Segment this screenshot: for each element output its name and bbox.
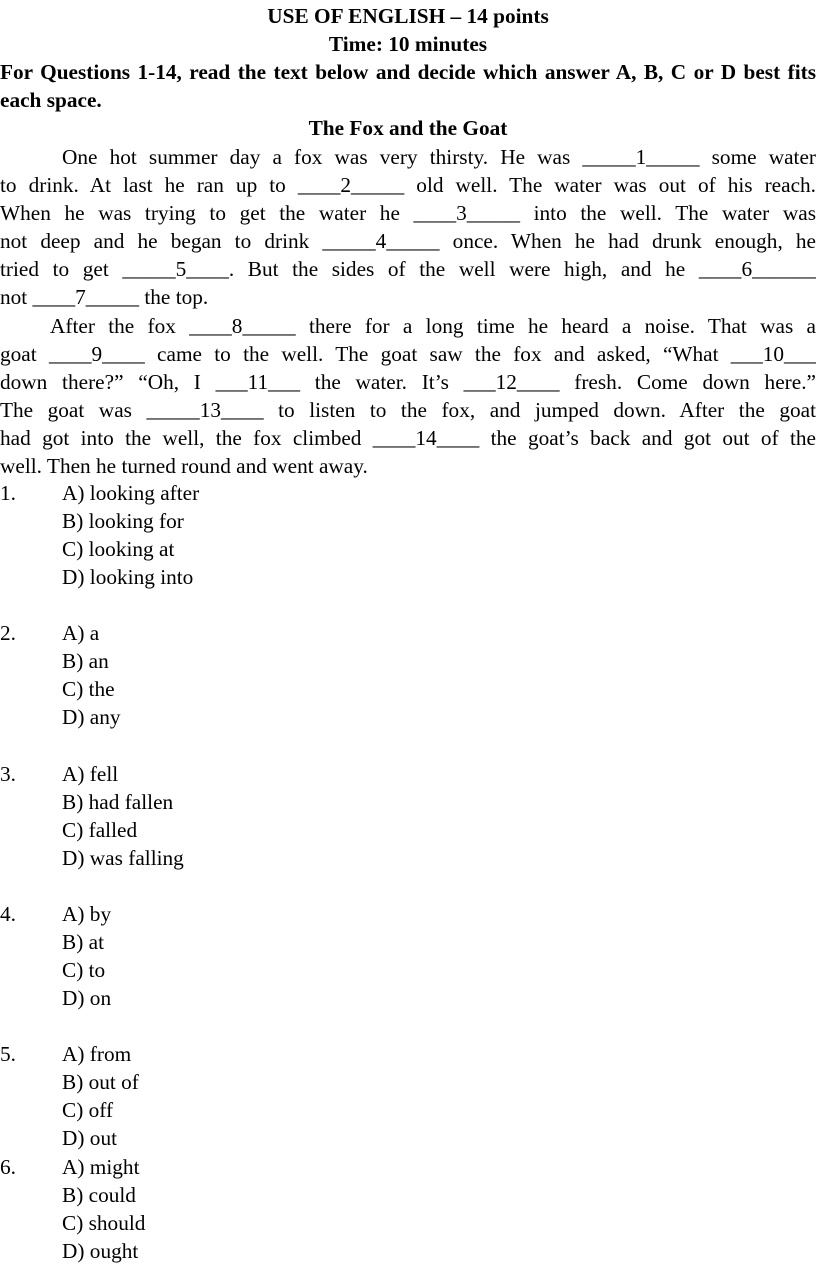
answer-blank: _____4_____ [322, 229, 440, 254]
story-line [0, 368, 816, 396]
answer-blank: ___10___ [730, 341, 816, 366]
story-fragment: down there?” “Oh, I [0, 369, 216, 394]
story-line [0, 227, 816, 255]
story-fragment: to listen to the fox, and jumped down. After the goat [263, 397, 816, 422]
question-number: 5. [0, 1042, 16, 1066]
answer-option: D) looking into [62, 565, 194, 590]
answer-blank: ____8_____ [189, 313, 296, 338]
answer-option: C) should [62, 1211, 146, 1236]
answer-option: B) out of [62, 1070, 139, 1095]
story-line [0, 340, 816, 368]
story-fragment: old well. The water was out of his reach. [404, 173, 816, 198]
answer-option: A) might [62, 1155, 140, 1179]
story-fragment: into the well. The water was [520, 201, 816, 226]
story-fragment: The goat was [0, 397, 147, 422]
story-fragment: to drink. At last he ran up to [0, 173, 298, 198]
story-line [0, 312, 816, 340]
answer-blank: ____7_____ [32, 285, 140, 310]
story-line [0, 424, 816, 452]
answer-option: D) was falling [62, 846, 184, 871]
story-text [0, 143, 816, 480]
answer-option: B) could [62, 1183, 136, 1208]
story-fragment: not [0, 285, 33, 310]
story-fragment: After the fox [50, 313, 190, 338]
answer-blank: ____2_____ [297, 173, 405, 198]
time-limit: Time: 10 minutes [328, 32, 488, 57]
story-fragment: fresh. Come down here.” [559, 369, 816, 394]
section-title: USE OF ENGLISH – 14 points [267, 4, 549, 28]
story-fragment: tried to get [0, 257, 123, 282]
story-fragment: well. Then he turned round and went away. [0, 454, 368, 479]
answer-blank: ___11___ [215, 369, 301, 394]
answer-blank: ____9____ [48, 341, 145, 366]
answer-option: D) any [62, 705, 121, 730]
story-fragment: had got into the well, the fox climbed [0, 425, 373, 450]
answer-option: B) at [62, 930, 104, 955]
answer-option: D) ought [62, 1239, 139, 1264]
story-fragment: not deep and he began to drink [0, 229, 323, 254]
answer-option: C) falled [62, 818, 138, 843]
question-number: 3. [0, 762, 16, 786]
story-fragment: once. When he had drunk enough, he [439, 229, 816, 254]
header [0, 2, 816, 142]
story-fragment: some water [699, 145, 816, 169]
story-fragment: there for a long time he heard a noise. That was a [295, 313, 816, 338]
story-fragment: When he was trying to get the water he [0, 201, 414, 226]
story-fragment: the water. It’s [300, 369, 464, 394]
answer-option: C) looking at [62, 537, 175, 562]
story-line [0, 199, 816, 227]
answer-option: C) off [62, 1098, 114, 1123]
answer-blank: _____1_____ [582, 145, 700, 169]
question-number: 6. [0, 1155, 16, 1179]
story-fragment: . But the sides of the well were high, and he [228, 257, 699, 282]
story-fragment: One hot summer day a fox was very thirsty. He was [62, 145, 583, 169]
answer-option: A) by [62, 902, 112, 926]
story-line [0, 255, 816, 283]
answer-option: B) looking for [62, 509, 184, 534]
answer-option: C) to [62, 958, 106, 983]
answer-blank: ____6______ [698, 257, 816, 282]
story-line [0, 143, 816, 171]
question-number: 2. [0, 621, 16, 645]
answer-option: A) from [62, 1042, 132, 1066]
answer-option: D) on [62, 986, 112, 1011]
answer-blank: _____5____ [122, 257, 229, 282]
story-line [0, 452, 816, 480]
story-fragment: goat [0, 341, 49, 366]
story-fragment: came to the well. The goat saw the fox and asked, “What [144, 341, 731, 366]
answer-blank: _____13____ [146, 397, 264, 422]
answer-option: A) a [62, 621, 100, 645]
answer-option: A) looking after [62, 481, 200, 505]
question-number: 4. [0, 902, 16, 926]
answer-option: D) out [62, 1126, 118, 1151]
instructions: For Questions 1-14, read the text below and decide which answer A, B, C or D best fits each space. [0, 60, 816, 113]
question-number: 1. [0, 481, 16, 505]
story-line [0, 171, 816, 199]
answer-blank: ____14____ [372, 425, 480, 450]
answer-blank: ___12____ [463, 369, 560, 394]
story-line [0, 396, 816, 424]
answer-option: B) an [62, 649, 109, 674]
story-fragment: the top. [139, 285, 209, 310]
story-line [0, 283, 816, 311]
story-fragment: the goat’s back and got out of the [479, 425, 816, 450]
story-title: The Fox and the Goat [308, 116, 508, 141]
answer-option: A) fell [62, 762, 119, 786]
answer-blank: ____3_____ [413, 201, 520, 226]
answer-option: B) had fallen [62, 790, 174, 815]
answer-option: C) the [62, 677, 115, 702]
